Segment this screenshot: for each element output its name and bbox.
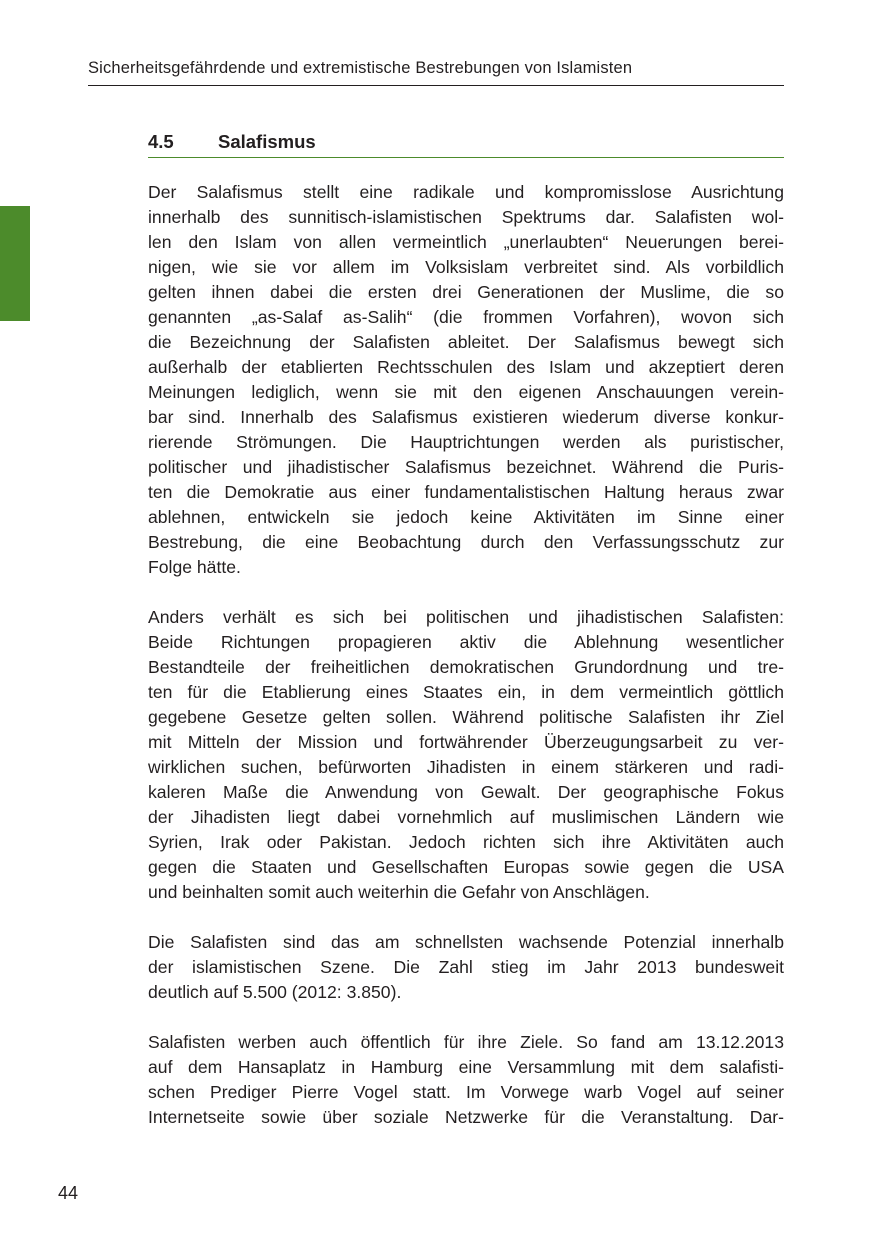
text-line: schen Prediger Pierre Vogel statt. Im Vorwege warb Vogel auf seiner <box>148 1082 784 1102</box>
text-line: Die Salafisten sind das am schnellsten wachsende Potenzial innerhalb <box>148 932 784 952</box>
text-line: Internetseite sowie über soziale Netzwerke für die Veranstaltung. Dar- <box>148 1107 784 1127</box>
paragraph <box>148 1030 784 1130</box>
section-number: 4.5 <box>148 131 174 152</box>
chapter-tab-marker <box>0 206 30 321</box>
text-line: der islamistischen Szene. Die Zahl stieg im Jahr 2013 bundesweit <box>148 957 784 977</box>
running-header: Sicherheitsgefährdende und extremistische Bestrebungen von Islamisten <box>88 58 784 86</box>
text-line: Anders verhält es sich bei politischen und jihadistischen Salafisten: <box>148 607 784 627</box>
text-line: der Jihadisten liegt dabei vornehmlich auf muslimischen Ländern wie <box>148 807 784 827</box>
text-line: Folge hätte. <box>148 557 241 577</box>
text-line: gelten ihnen dabei die ersten drei Generationen der Muslime, die so <box>148 282 784 302</box>
text-line: auf dem Hansaplatz in Hamburg eine Versammlung mit dem salafisti- <box>148 1057 784 1077</box>
text-line: nigen, wie sie vor allem im Volksislam verbreitet sind. Als vorbildlich <box>148 257 784 277</box>
body-text <box>148 180 784 1155</box>
paragraph <box>148 180 784 580</box>
text-line: Beide Richtungen propagieren aktiv die Ablehnung wesentlicher <box>148 632 784 652</box>
text-line: mit Mitteln der Mission und fortwährender Überzeugungsarbeit zu ver- <box>148 732 784 752</box>
text-line: kaleren Maße die Anwendung von Gewalt. Der geographische Fokus <box>148 782 784 802</box>
text-line: genannten „as-Salaf as-Salih“ (die frommen Vorfahren), wovon sich <box>148 307 784 327</box>
text-line: gegebene Gesetze gelten sollen. Während politische Salafisten ihr Ziel <box>148 707 784 727</box>
text-line: Der Salafismus stellt eine radikale und kompromisslose Ausrichtung <box>148 182 784 202</box>
text-line: wirklichen suchen, befürworten Jihadisten in einem stärkeren und radi- <box>148 757 784 777</box>
text-line: außerhalb der etablierten Rechtsschulen des Islam und akzeptiert deren <box>148 357 784 377</box>
text-line: Syrien, Irak oder Pakistan. Jedoch richten sich ihre Aktivitäten auch <box>148 832 784 852</box>
page-number: 44 <box>58 1183 79 1203</box>
text-line: die Bezeichnung der Salafisten ableitet. Der Salafismus bewegt sich <box>148 332 784 352</box>
text-line: deutlich auf 5.500 (2012: 3.850). <box>148 982 402 1002</box>
text-line: und beinhalten somit auch weiterhin die Gefahr von Anschlägen. <box>148 882 650 902</box>
text-line: rierende Strömungen. Die Hauptrichtungen werden als puristischer, <box>148 432 784 452</box>
section-title: Salafismus <box>218 131 316 152</box>
text-line: len den Islam von allen vermeintlich „unerlaubten“ Neuerungen berei- <box>148 232 784 252</box>
text-line: Salafisten werben auch öffentlich für ihre Ziele. So fand am 13.12.2013 <box>148 1032 784 1052</box>
section-heading <box>148 130 784 158</box>
text-line: innerhalb des sunnitisch-islamistischen Spektrums dar. Salafisten wol- <box>148 207 784 227</box>
paragraph <box>148 605 784 905</box>
text-line: ablehnen, entwickeln sie jedoch keine Aktivitäten im Sinne einer <box>148 507 784 527</box>
text-line: ten die Demokratie aus einer fundamentalistischen Haltung heraus zwar <box>148 482 784 502</box>
paragraph <box>148 930 784 1005</box>
text-line: Bestandteile der freiheitlichen demokratischen Grundordnung und tre- <box>148 657 784 677</box>
text-line: ten für die Etablierung eines Staates ein, in dem vermeintlich göttlich <box>148 682 784 702</box>
text-line: gegen die Staaten und Gesellschaften Europas sowie gegen die USA <box>148 857 784 877</box>
text-line: Meinungen lediglich, wenn sie mit den eigenen Anschauungen verein- <box>148 382 784 402</box>
text-line: Bestrebung, die eine Beobachtung durch den Verfassungsschutz zur <box>148 532 784 552</box>
text-line: bar sind. Innerhalb des Salafismus existieren wiederum diverse konkur- <box>148 407 784 427</box>
text-line: politischer und jihadistischer Salafismus bezeichnet. Während die Puris- <box>148 457 784 477</box>
